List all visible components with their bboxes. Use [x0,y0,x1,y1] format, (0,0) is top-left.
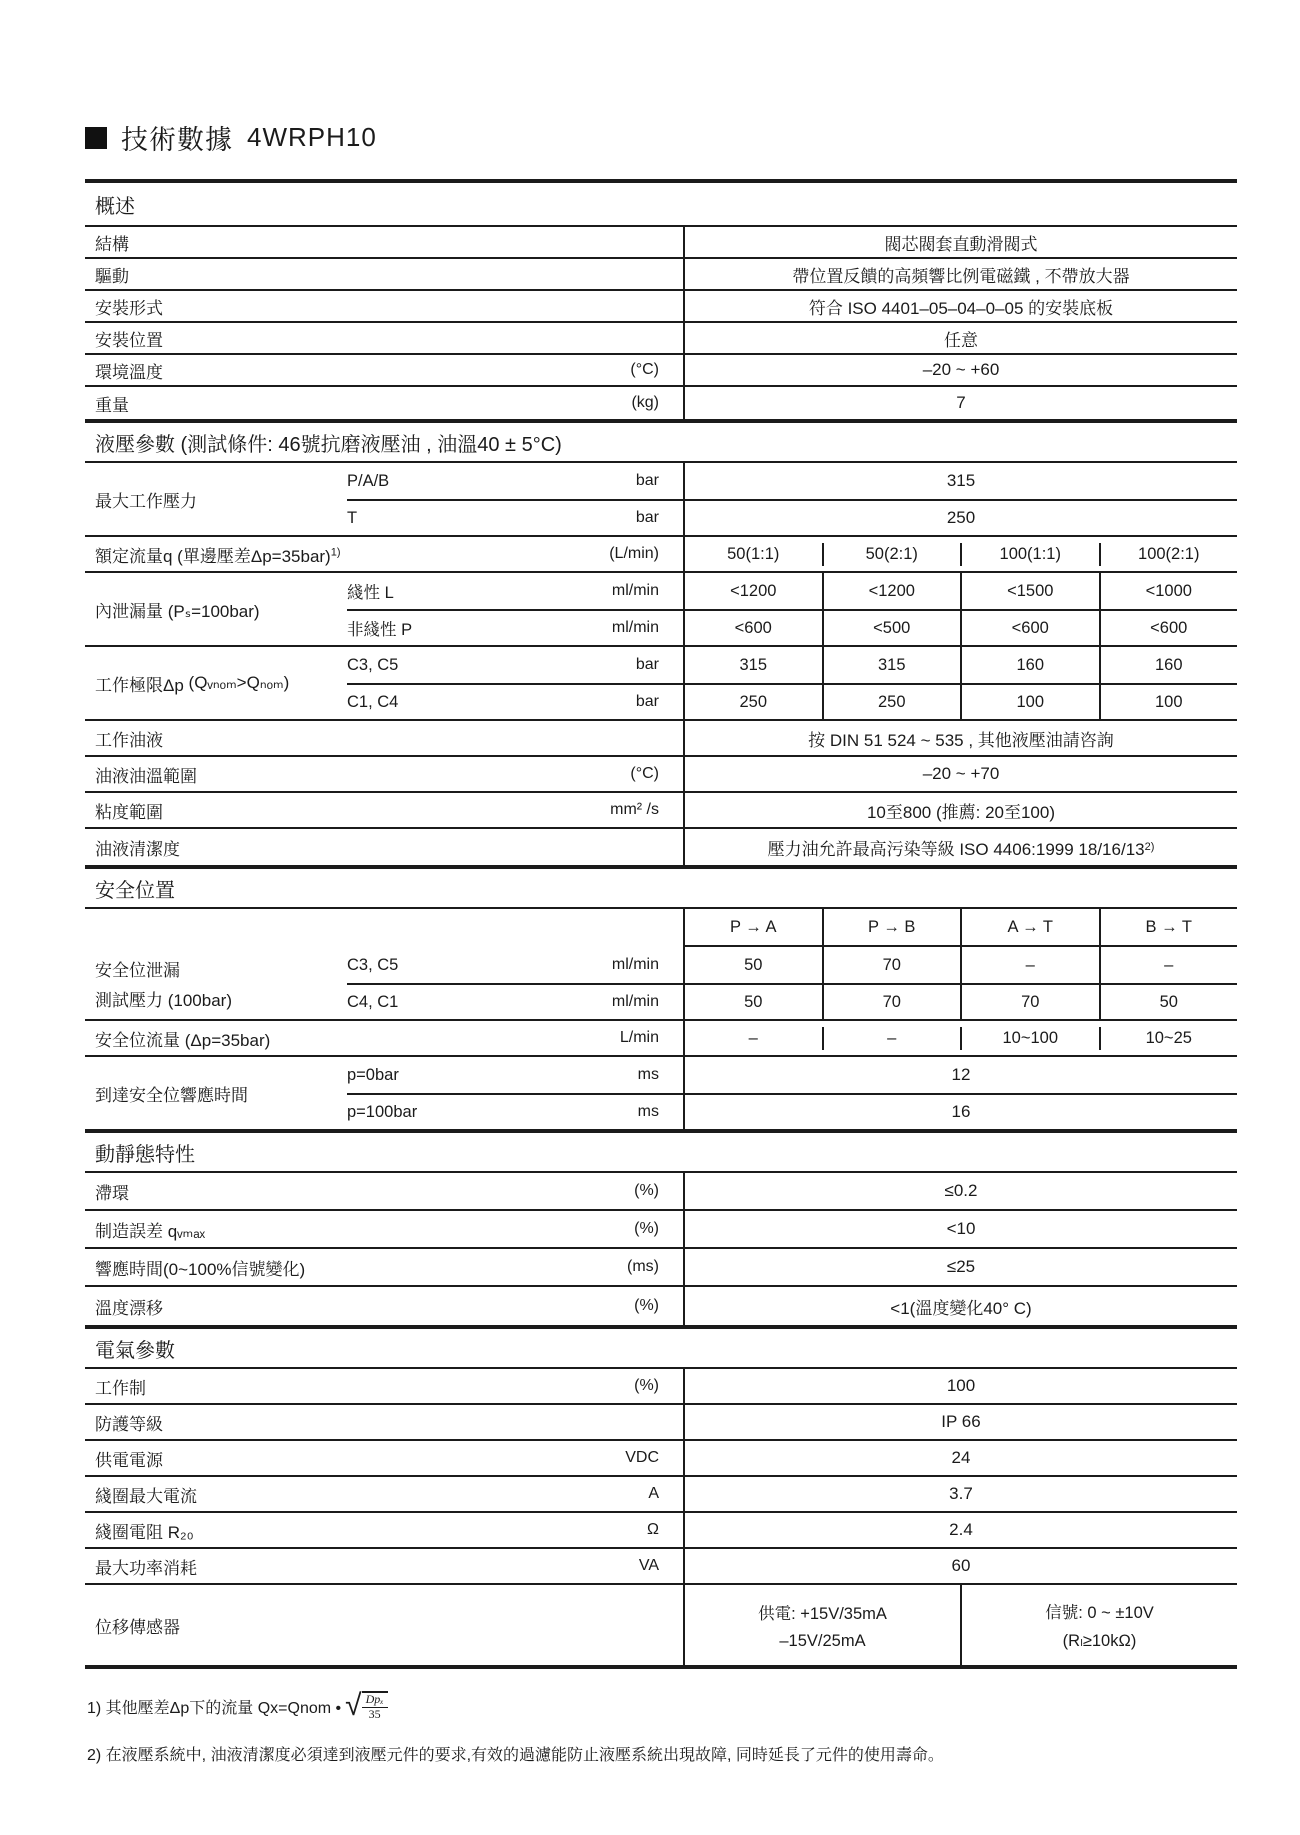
section-title-electric: 電氣參數 [85,1325,1237,1369]
sub-label: C1, C4 [347,692,399,711]
table-row [85,757,1237,793]
sub-row [347,647,1237,683]
column-header: P → B [822,909,961,945]
sensor-signal-line2: (Rₗ≥10kΩ) [1062,1632,1137,1650]
sub-label: C3, C5 [347,955,399,974]
row-label: 位移傳感器 [95,1617,180,1637]
col-value: 10~100 [960,1027,1099,1050]
sensor-supply-line1: 供電: +15V/35mA [758,1604,887,1623]
section-title-safety: 安全位置 [85,865,1237,909]
row-label: 響應時間(0~100%信號變化) [95,1259,306,1279]
table-row [85,793,1237,829]
col-value: 70 [822,947,961,983]
sensor-signal-cell [960,1585,1237,1665]
row-unit: ml/min [611,993,659,1010]
empty-cell [85,909,683,947]
row-label: 粘度範圍 [95,802,163,822]
row-value: 閥芯閥套直動滑閥式 [683,227,1237,257]
col-value: 160 [1099,647,1238,683]
row-value: 帶位置反饋的高頻響比例電磁鐵 , 不帶放大器 [683,259,1237,289]
sub-label: P/A/B [347,471,390,490]
sensor-supply-cell [685,1585,960,1665]
row-unit: A [648,1485,659,1502]
row-unit: bar [635,656,659,673]
row-label: 制造誤差 qᵥₘₐₓ [95,1221,206,1241]
sub-label: C3, C5 [347,655,399,674]
table-row [85,387,1237,419]
row-label: 內泄漏量 (Pₛ=100bar) [95,601,260,621]
footnote-ref: 1) [330,545,341,558]
row-unit: (%) [634,1182,659,1199]
sub-row [347,983,1237,1019]
row-label: 環境溫度 [95,362,163,382]
row-label [85,947,347,1019]
sub-row [347,683,1237,719]
table-row-group-max-pressure [85,463,1237,537]
table-row [85,1173,1237,1211]
row-label: 綫圈電阻 R₂₀ [95,1522,194,1542]
row-value: –20 ~ +60 [683,355,1237,385]
row-unit: ml/min [611,582,659,599]
column-header: A → T [960,909,1099,945]
col-value: 50(1:1) [727,544,780,563]
col-value: – [1099,947,1238,983]
page-title [85,118,1237,157]
row-label: 重量 [95,395,129,415]
datasheet-content [85,118,1237,1765]
row-unit: L/min [619,1029,659,1046]
sub-row [347,499,1237,535]
row-unit: (°C) [630,361,659,378]
row-value: ≤0.2 [683,1173,1237,1209]
safety-column-header-row [85,909,1237,947]
row-unit: Ω [647,1521,659,1538]
column-header: B → T [1099,909,1238,945]
row-label: 工作制 [95,1378,146,1398]
row-value: 250 [946,508,976,527]
col-value: – [960,947,1099,983]
row-label: 防護等級 [95,1414,163,1434]
table-row [85,1287,1237,1325]
table-row [85,1549,1237,1585]
row-label: 安裝位置 [95,330,163,350]
col-value: 315 [822,647,961,683]
row-label-note: (Qᵥₙₒₘ>Qₙₒₘ) [188,673,290,692]
col-value: 10~25 [1099,1027,1238,1050]
col-value: 70 [822,985,961,1019]
row-label: 最大功率消耗 [95,1558,197,1578]
table-row-group-limits [85,647,1237,721]
row-value: <10 [683,1211,1237,1247]
sensor-values [683,1585,1237,1665]
col-value: <600 [734,618,772,637]
row-label: 工作極限Δp (Qᵥₙₒₘ>Qₙₒₘ) [95,673,290,695]
table-row [85,1405,1237,1441]
row-value: 24 [683,1441,1237,1475]
row-value: 10至800 (推薦: 20至100) [683,793,1237,827]
row-unit: VDC [625,1449,659,1466]
sub-row [347,463,1237,499]
row-value: –20 ~ +70 [683,757,1237,791]
row-value: 12 [951,1065,971,1084]
row-unit: (ms) [627,1258,659,1275]
row-value: 符合 ISO 4401–05–04–0–05 的安裝底板 [683,291,1237,321]
table-row [85,829,1237,865]
row-unit: mm² /s [610,801,659,818]
table-row [85,1441,1237,1477]
col-value: 50 [1099,985,1238,1019]
row-unit: VA [638,1557,659,1574]
row-label: 工作油液 [95,730,163,750]
col-value: 50 [744,992,763,1011]
sub-row [347,947,1237,983]
row-label: 綫圈最大電流 [95,1486,197,1506]
row-value: ≤25 [683,1249,1237,1285]
row-unit: (%) [634,1220,659,1237]
row-unit: (°C) [630,765,659,782]
sensor-supply-line2: –15V/25mA [779,1631,866,1650]
row-label: 最大工作壓力 [95,491,197,511]
row-unit: ml/min [611,619,659,636]
title-text: 技術數據 [121,125,233,155]
sqrt-formula [345,1691,388,1722]
footnote-ref: 2) [1144,841,1155,853]
section-marker-icon [85,127,107,149]
footnote-1 [85,1691,1237,1722]
row-value: 壓力油允許最高污染等級 ISO 4406:1999 18/16/13 2) [683,829,1237,865]
table-row [85,1211,1237,1249]
row-label-line: 測試壓力 (100bar) [95,990,232,1010]
col-value: 250 [739,692,768,711]
row-value: 315 [946,471,976,490]
col-value: <1500 [960,573,1099,609]
sub-label: T [347,508,358,527]
row-unit: bar [635,693,659,710]
row-value: <1(溫度變化40° C) [683,1287,1237,1325]
col-value: 100 [960,685,1099,719]
table-row [85,1369,1237,1405]
table-row [85,291,1237,323]
row-value: 7 [683,387,1237,419]
row-unit: ms [637,1103,659,1120]
table-row-group-response-time [85,1057,1237,1129]
table-row [85,355,1237,387]
col-value: <1200 [822,573,961,609]
model-number: 4WRPH10 [247,122,377,152]
table-row [85,323,1237,355]
sub-row [347,1057,1237,1093]
row-values [683,537,1237,571]
col-value: – [748,1028,758,1047]
section-title-dynamic: 動靜態特性 [85,1129,1237,1173]
col-value: <600 [1099,611,1238,645]
row-label: 溫度漂移 [95,1298,163,1318]
row-unit: ms [637,1066,659,1083]
section-title-overview: 概述 [85,183,1237,227]
row-value: IP 66 [683,1405,1237,1439]
col-value: 315 [739,655,768,674]
row-label: 安裝形式 [95,298,163,318]
fraction-denominator: 35 [368,1706,381,1721]
table-row [85,227,1237,259]
row-value: 按 DIN 51 524 ~ 535 , 其他液壓油請咨詢 [683,721,1237,755]
sub-label: C4, C1 [347,992,399,1011]
row-value: 3.7 [683,1477,1237,1511]
col-value: <1000 [1099,573,1238,609]
row-unit: bar [635,472,659,489]
table-row [85,1249,1237,1287]
sensor-signal-line1: 信號: 0 ~ ±10V [1045,1604,1154,1622]
row-value: 100 [683,1369,1237,1403]
col-value: 250 [822,685,961,719]
row-value: 60 [683,1549,1237,1583]
table-row-displacement-sensor [85,1585,1237,1665]
sub-row [347,573,1237,609]
row-unit: (%) [634,1377,659,1394]
row-label: 油液清潔度 [95,839,180,859]
table-row [85,1477,1237,1513]
sub-label: p=0bar [347,1065,399,1084]
table-row [85,1513,1237,1549]
footnote-1-text: 1) 其他壓差Δp下的流量 Qx=Qnom • [87,1699,342,1717]
row-label: 到達安全位響應時間 [95,1085,248,1105]
row-unit: (kg) [631,394,659,411]
sub-row [347,1093,1237,1129]
sub-label: 非綫性 P [347,621,413,639]
sub-label: p=100bar [347,1102,418,1121]
column-header: P → A [730,917,777,936]
col-value: 160 [960,647,1099,683]
sub-label: 綫性 L [347,584,394,602]
row-label: 額定流量q (單邊壓差Δp=35bar)$^{1)}$ [95,545,341,566]
row-unit: ml/min [611,956,659,973]
row-label: 結構 [95,234,129,254]
row-label-line: 安全位泄漏 [95,960,180,980]
col-value: – [822,1027,961,1050]
section-title-hydraulic: 液壓參數 (測試條件: 46號抗磨液壓油 , 油溫40 ± 5°C) [85,419,1237,463]
row-value: 2.4 [683,1513,1237,1547]
radical-sign: √ [345,1689,362,1723]
table-row-rated-flow [85,537,1237,573]
col-value: <500 [822,611,961,645]
table-row [85,259,1237,291]
col-value: 70 [960,985,1099,1019]
table-row-safety-flow [85,1021,1237,1057]
row-unit: bar [635,509,659,526]
table-row [85,721,1237,757]
col-value: 100 [1099,685,1238,719]
col-value: 100(1:1) [960,543,1099,566]
col-value: 100(2:1) [1099,543,1238,566]
table-row-group-leakage [85,573,1237,647]
fraction-numerator: Dpₓ [362,1693,388,1708]
row-value: 16 [951,1102,971,1121]
col-value: <600 [960,611,1099,645]
fraction [362,1691,388,1722]
row-value: 任意 [683,323,1237,353]
row-values [683,1021,1237,1055]
row-label: 油液油溫範圍 [95,766,197,786]
row-unit: (%) [634,1297,659,1314]
col-value: <1200 [730,581,777,600]
row-label: 供電電源 [95,1450,163,1470]
col-value: 50(2:1) [822,543,961,566]
row-unit: (L/min) [609,545,659,562]
row-label: 滯環 [95,1183,129,1203]
sub-row [347,609,1237,645]
spec-table [85,179,1237,1669]
row-label: 驅動 [95,266,129,286]
col-value: 50 [744,955,763,974]
footnote-2: 2) 在液壓系統中, 油液清潔度必須達到液壓元件的要求,有效的過濾能防止液壓系統出現故障, 同時延長了元件的使用壽命。 [87,1746,944,1764]
row-label: 安全位流量 (Δp=35bar) [95,1030,271,1050]
table-row-group-safety-leakage [85,947,1237,1021]
